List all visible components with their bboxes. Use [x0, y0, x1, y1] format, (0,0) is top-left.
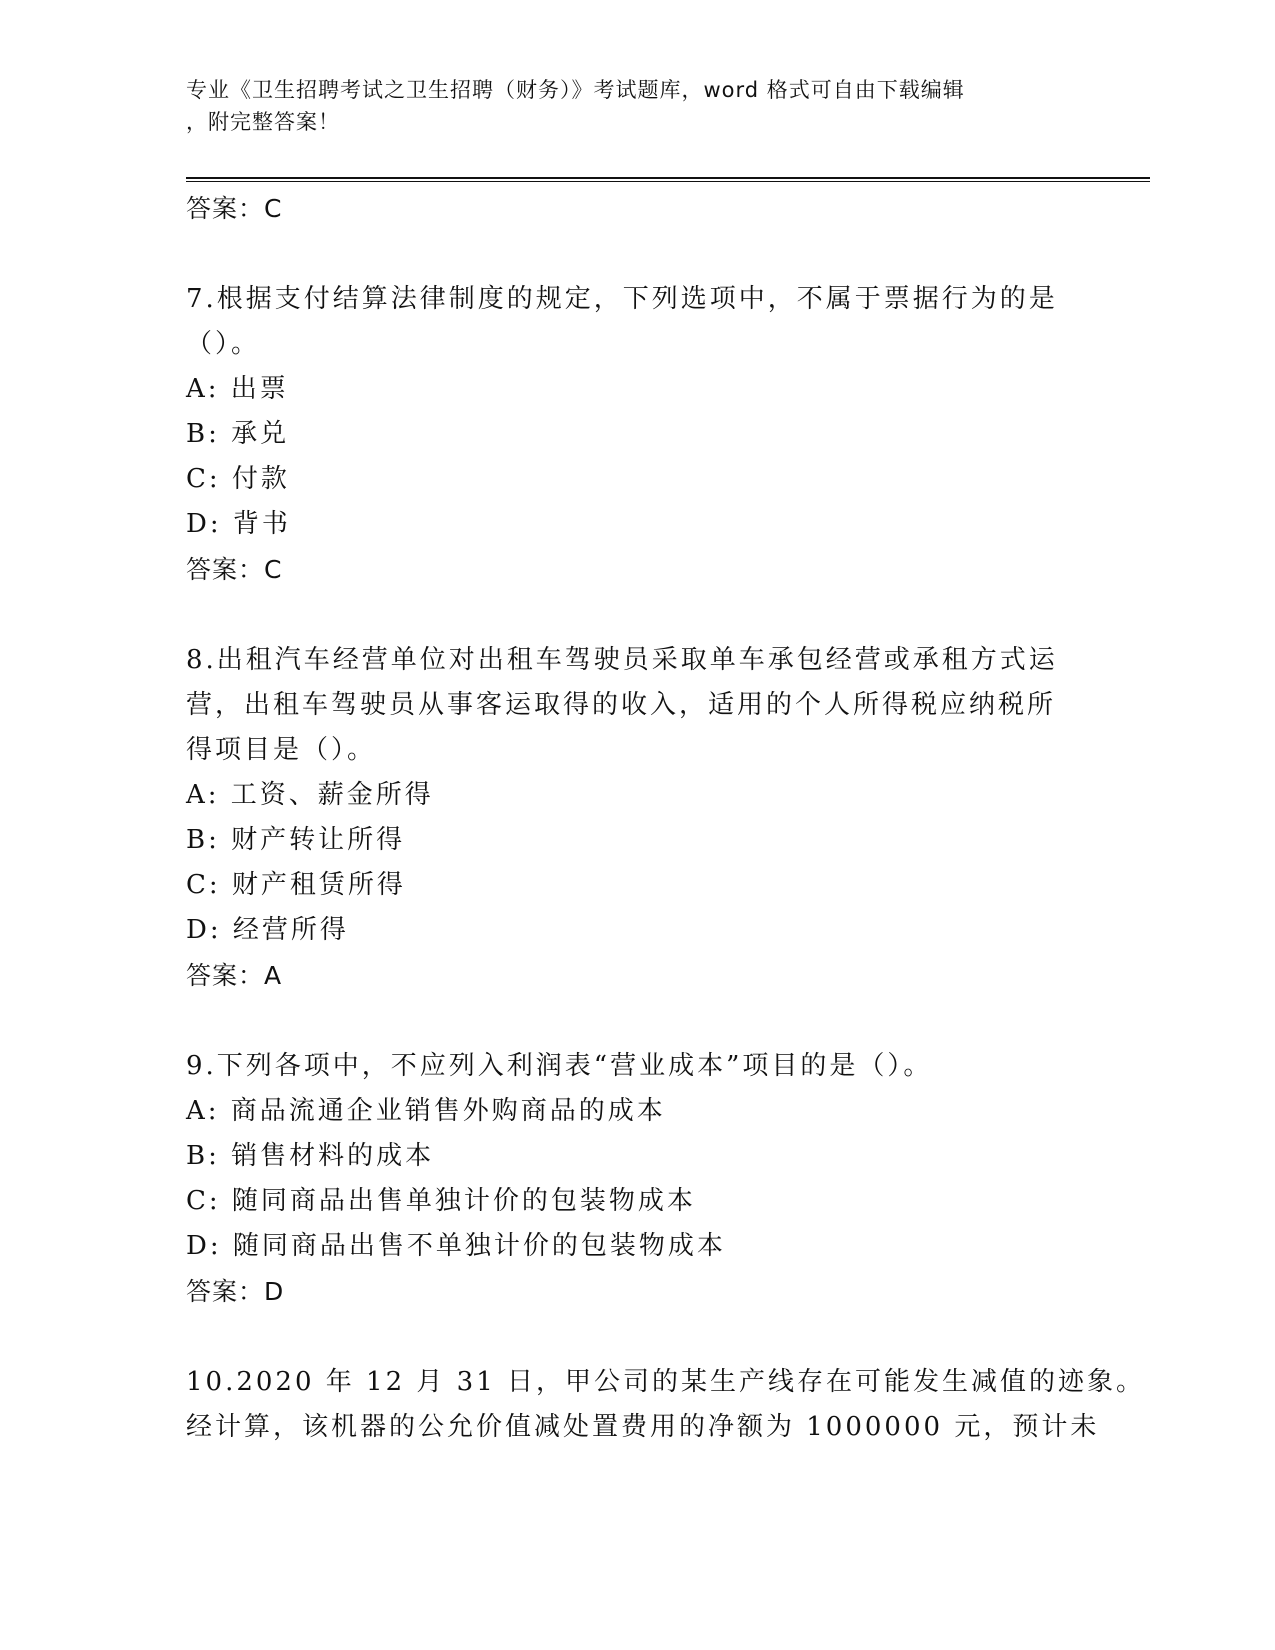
option-b: B: 销售材料的成本: [186, 1141, 435, 1171]
spacer: [186, 592, 1086, 638]
option-a: A: 工资、薪金所得: [186, 780, 434, 810]
option-b: B: 承兑: [186, 419, 290, 449]
question-stem-line: 营，出租车驾驶员从事客运取得的收入，适用的个人所得税应纳税所: [186, 690, 1057, 720]
spacer: [186, 998, 1086, 1044]
option-d: D: 背书: [186, 509, 291, 539]
option-a: A: 商品流通企业销售外购商品的成本: [186, 1096, 666, 1126]
question-10: [186, 1360, 1146, 1450]
question-9: [186, 1044, 1086, 1314]
question-stem-line: 7.根据支付结算法律制度的规定，下列选项中，不属于票据行为的是: [186, 284, 1058, 314]
option-d: D: 随同商品出售不单独计价的包装物成本: [186, 1231, 726, 1261]
question-stem-line: 8.出租汽车经营单位对出租车驾驶员采取单车承包经营或承租方式运: [186, 645, 1058, 675]
option-d: D: 经营所得: [186, 915, 349, 945]
option-a: A: 出票: [186, 374, 289, 404]
header-line-2: ，附完整答案！: [186, 110, 340, 134]
question-7: [186, 277, 1086, 592]
answer-line: 答案：C: [186, 194, 283, 223]
answer-line: 答案：C: [186, 555, 283, 584]
spacer: [186, 1314, 1086, 1360]
document-header: [186, 74, 1066, 138]
option-b: B: 财产转让所得: [186, 825, 406, 855]
question-list: [186, 186, 1146, 1450]
answer-line: 答案：D: [186, 1277, 285, 1306]
header-line-1: 专业《卫生招聘考试之卫生招聘（财务）》考试题库，word 格式可自由下载编辑: [186, 78, 965, 102]
spacer: [186, 231, 1086, 277]
option-c: C: 财产租赁所得: [186, 870, 406, 900]
question-stem-line: （）。: [186, 329, 261, 359]
question-stem-line: 10.2020 年 12 月 31 日，甲公司的某生产线存在可能发生减值的迹象。: [186, 1367, 1146, 1397]
option-c: C: 付款: [186, 464, 290, 494]
question-stem-line: 9.下列各项中，不应列入利润表“营业成本”项目的是（）。: [186, 1051, 933, 1081]
question-stem-line: 得项目是（）。: [186, 735, 377, 765]
option-c: C: 随同商品出售单独计价的包装物成本: [186, 1186, 696, 1216]
answer-line: 答案：A: [186, 961, 283, 990]
question-stem-line: 经计算，该机器的公允价值减处置费用的净额为 1000000 元，预计未: [186, 1412, 1100, 1442]
question-8: [186, 638, 1086, 998]
header-divider: [186, 177, 1150, 182]
